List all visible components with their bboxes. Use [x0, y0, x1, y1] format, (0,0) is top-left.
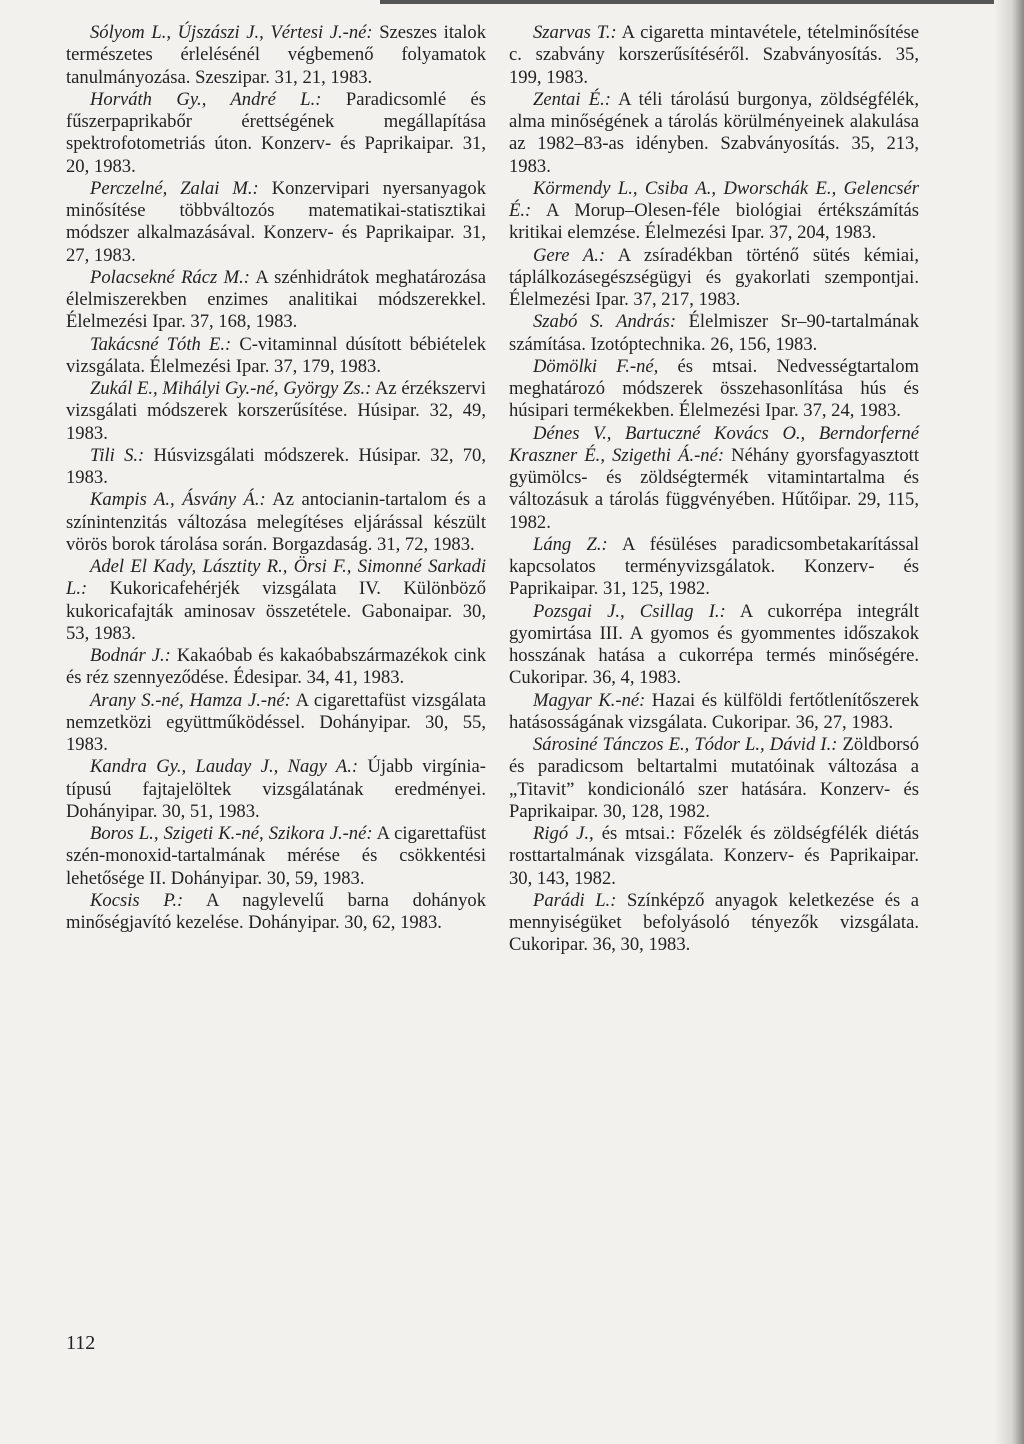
reference-authors: Bodnár J.: — [90, 645, 171, 666]
reference-authors: Láng Z.: — [533, 533, 608, 555]
reference-text: Zöldborsó és paradicsom beltartalmi mutatóinak változása a „Titavit” kondicionáló szer hatására. Konzerv- és Paprikaipar. 30, 128, 1982. — [509, 734, 919, 822]
reference-text: Színképző anyagok keletkezése és a mennyiségüket befolyásoló tényezők vizsgálata. Cukoripar. 36, 30, 1983. — [509, 889, 920, 956]
reference-entry — [509, 89, 919, 178]
reference-authors: Dömölki F.-né, — [533, 355, 659, 377]
reference-entry — [509, 601, 919, 690]
reference-entry — [509, 178, 919, 245]
reference-authors: Dénes V., Bartuczné Kovács O., Berndorferné Kraszner É., Szigethi Á.-né: — [509, 422, 919, 466]
reference-entry — [66, 22, 486, 89]
reference-entry — [66, 645, 486, 690]
reference-entry — [66, 445, 486, 490]
reference-authors: Rigó J., — [533, 823, 594, 844]
reference-text: A téli tárolású burgonya, zöldségfélék, alma minőségének a tárolás körülményeinek alakulása az 1982–83-as idényben. Szabványosítás. 35, 213, 1983. — [509, 88, 920, 177]
reference-entry — [66, 89, 486, 178]
reference-text: Élelmiszer Sr–90-tartalmának számítása. Izotóptechnika. 26, 156, 1983. — [509, 311, 919, 355]
reference-authors: Arany S.-né, Hamza J.-né: — [90, 689, 291, 711]
reference-entry — [509, 890, 919, 957]
reference-authors: Tili S.: — [90, 444, 145, 466]
reference-entry — [66, 334, 486, 379]
page-edge-shadow — [994, 0, 1024, 1444]
reference-entry — [509, 423, 919, 534]
reference-text: Kukoricafehérjék vizsgálata IV. Különböző kukoricafajták aminosav összetétele. Gabonaipar. 30, 53, 1983. — [66, 578, 486, 644]
reference-authors: Boros L., Szigeti K.-né, Szikora J.-né: — [90, 823, 373, 844]
reference-text: A cukorrépa integrált gyomirtása III. A gyomos és gyommentes időszakok hosszának hatása a cukorrépa termés minőségére. Cukoripar. 36, 4, 1983. — [509, 600, 919, 689]
reference-text: A Morup–Olesen-féle biológiai értékszámítás kritikai elemzése. Élelmezési Ipar. 37, 204, 1983. — [509, 200, 919, 244]
reference-text: Az érzékszervi vizsgálati módszerek korszerűsítése. Húsipar. 32, 49, 1983. — [66, 378, 486, 444]
reference-entry — [66, 690, 486, 757]
reference-entry — [509, 22, 919, 89]
reference-text: Húsvizsgálati módszerek. Húsipar. 32, 70, 1983. — [66, 444, 486, 488]
reference-authors: Kocsis P.: — [90, 889, 184, 911]
reference-authors: Gere A.: — [533, 244, 606, 266]
reference-authors: Sárosiné Tánczos E., Tódor L., Dávid I.: — [533, 734, 838, 755]
reference-text: A cigaretta mintavétele, tételminősítése c. szabvány korszerűsítéséről. Szabványosítás. 35, 199, 1983. — [509, 22, 919, 88]
reference-authors: Horváth Gy., André L.: — [90, 88, 322, 110]
reference-text: A cigarettafüst vizsgálata nemzetközi együttműködéssel. Dohányipar. 30, 55, 1983. — [66, 689, 486, 755]
reference-authors: Zentai É.: — [533, 88, 611, 110]
top-edge-rule — [380, 0, 1000, 4]
page-number: 112 — [66, 1332, 96, 1354]
reference-entry — [66, 823, 486, 890]
reference-entry — [66, 756, 486, 823]
reference-text: Paradicsomlé és fűszerpaprikabőr érettségének megállapítása spektrofotometriás úton. Konzerv- és Paprikaipar. 31, 20, 1983. — [66, 88, 486, 177]
right-column — [509, 22, 919, 957]
reference-entry — [66, 890, 486, 935]
reference-entry — [66, 556, 486, 645]
reference-authors: Kandra Gy., Lauday J., Nagy A.: — [90, 756, 359, 778]
reference-text: Konzervipari nyersanyagok minősítése többváltozós matematikai-statisztikai módszer alkalmazásával. Konzerv- és Paprikaipar. 31, 27, 1983. — [66, 177, 486, 266]
reference-entry — [509, 534, 919, 601]
reference-text: Szeszes italok természetes érlelésénél végbemenő folyamatok tanulmányozása. Szeszipar. 31, 21, 1983. — [66, 22, 487, 88]
reference-text: C-vitaminnal dúsított bébiételek vizsgálata. Élelmezési Ipar. 37, 179, 1983. — [66, 333, 486, 377]
reference-authors: Parádi L.: — [533, 889, 617, 911]
reference-text: A szénhidrátok meghatározása élelmiszerekben enzimes analitikai módszerekkel. Élelmezési Ipar. 37, 168, 1983. — [66, 266, 486, 333]
reference-text: Néhány gyorsfagyasztott gyümölcs- és zöldségtermék vitamintartalma és változásuk a tárolás függvényében. Hűtőipar. 29, 115, 1982. — [509, 444, 920, 533]
reference-authors: Polacsekné Rácz M.: — [90, 266, 250, 288]
reference-text: Kakaóbab és kakaóbabszármazékok cink és réz szennyeződése. Édesipar. 34, 41, 1983. — [66, 645, 486, 689]
reference-entry — [509, 311, 919, 356]
reference-text: és mtsai. Nedvességtartalom meghatározó módszerek összehasonlítása hús és húsipari termékekben. Élelmezési Ipar. 37, 24, 1983. — [509, 355, 919, 422]
reference-authors: Magyar K.-né: — [533, 689, 646, 711]
reference-authors: Perczelné, Zalai M.: — [90, 177, 259, 199]
reference-authors: Pozsgai J., Csillag I.: — [533, 600, 726, 622]
reference-authors: Kampis A., Ásvány Á.: — [90, 489, 266, 511]
reference-entry — [66, 489, 486, 556]
reference-authors: Körmendy L., Csiba A., Dworschák E., Gelencsér É.: — [509, 177, 919, 221]
reference-entry — [66, 378, 486, 445]
reference-text: Hazai és külföldi fertőtlenítőszerek hatásosságának vizsgálata. Cukoripar. 36, 27, 1983. — [509, 689, 919, 733]
reference-text: A zsíradékban történő sütés kémiai, táplálkozásegészségügyi és gyakorlati szempontjai. Élelmezési Ipar. 37, 217, 1983. — [509, 244, 919, 310]
reference-authors: Takácsné Tóth E.: — [90, 333, 232, 355]
reference-entry — [509, 245, 919, 312]
reference-entry — [509, 823, 919, 890]
reference-text: Az antocianin-tartalom és a színintenzitás változása melegítéses eljárással készült vörös borok tárolása során. Borgazdaság. 31, 72, 1983. — [66, 489, 486, 555]
reference-text: A cigarettafüst szén-monoxid-tartalmának mérése és csökkentési lehetősége II. Dohányipar. 30, 59, 1983. — [66, 823, 487, 889]
reference-authors: Szabó S. András: — [533, 311, 677, 333]
reference-entry — [509, 734, 919, 823]
reference-text: Újabb virgínia-típusú fajtajelöltek vizsgálatának eredményei. Dohányipar. 30, 51, 1983. — [66, 756, 486, 822]
reference-entry — [509, 356, 919, 423]
reference-entry — [509, 690, 919, 735]
reference-entry — [66, 178, 486, 267]
reference-entry — [66, 267, 486, 334]
left-column — [66, 22, 486, 934]
reference-text: A nagylevelű barna dohányok minőségjavító kezelése. Dohányipar. 30, 62, 1983. — [66, 889, 486, 933]
reference-authors: Adel El Kady, Lásztity R., Örsi F., Simonné Sarkadi L.: — [66, 556, 486, 600]
reference-authors: Zukál E., Mihályi Gy.-né, György Zs.: — [90, 378, 372, 399]
reference-authors: Szarvas T.: — [533, 22, 617, 43]
reference-authors: Sólyom L., Újszászi J., Vértesi J.-né: — [90, 22, 373, 43]
reference-text: és mtsai.: Főzelék és zöldségfélék diétás rosttartalmának vizsgálata. Konzerv- és Paprikaipar. 30, 143, 1982. — [509, 823, 919, 889]
reference-text: A fésüléses paradicsombetakarítással kapcsolatos terményvizsgálatok. Konzerv- és Paprikaipar. 31, 125, 1982. — [509, 533, 919, 600]
